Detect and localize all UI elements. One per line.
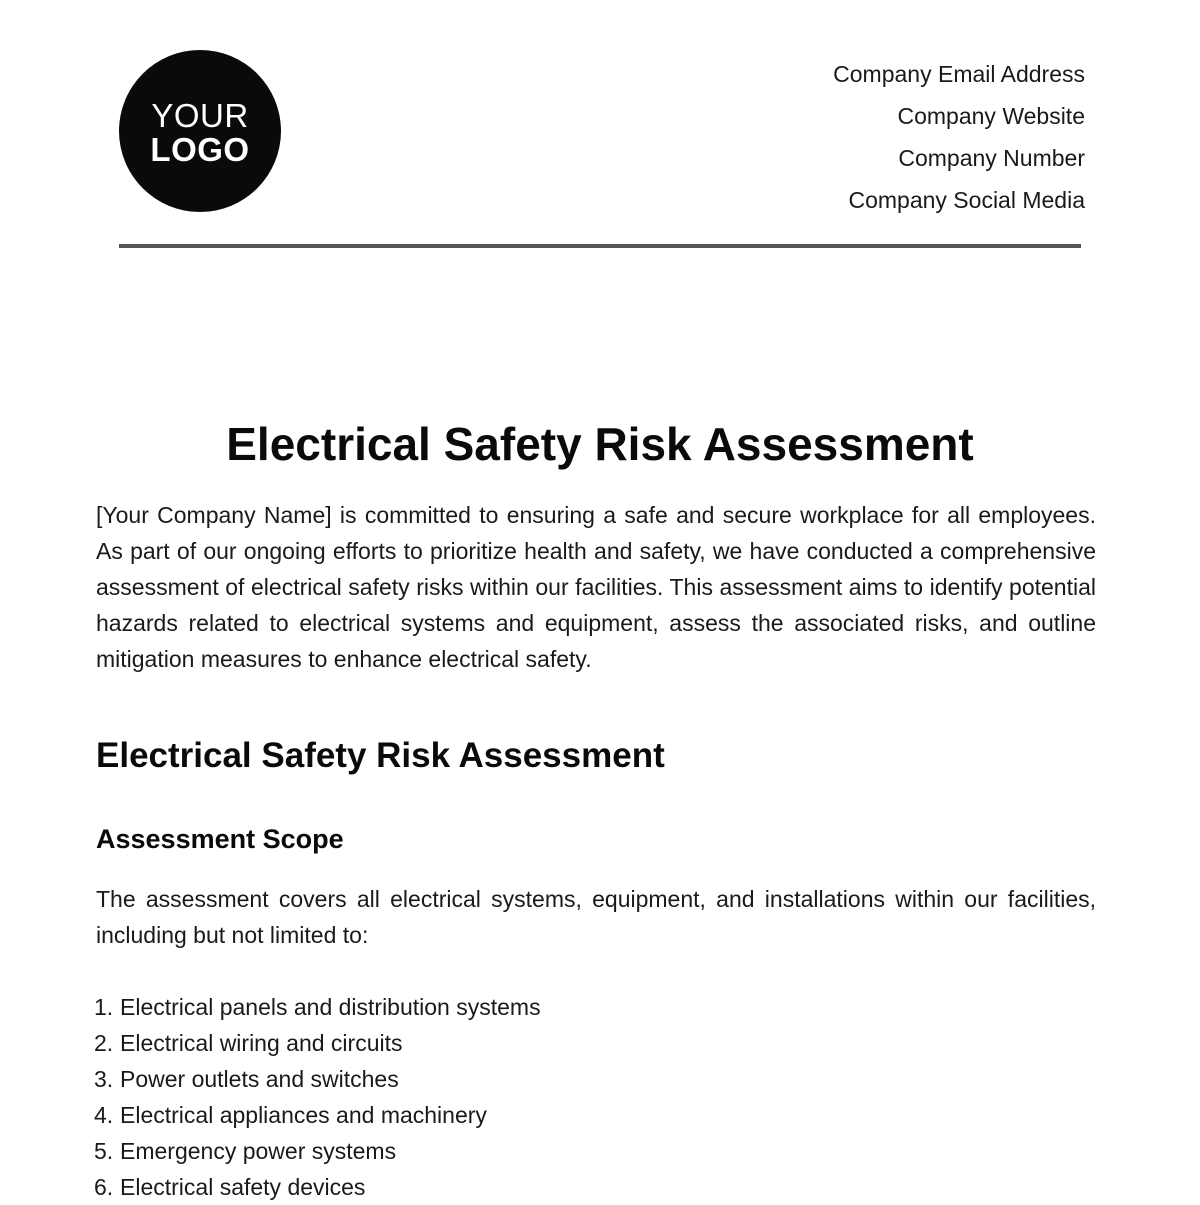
list-item <box>94 1097 541 1133</box>
header-divider <box>119 244 1081 248</box>
company-social-media: Company Social Media <box>848 187 1085 213</box>
company-email: Company Email Address <box>833 61 1085 87</box>
list-item-text: Electrical panels and distribution systems <box>120 994 541 1020</box>
list-item-number: 5. <box>94 1138 114 1164</box>
scope-list <box>94 989 541 1205</box>
list-item-text: Electrical appliances and machinery <box>120 1102 487 1128</box>
assessment-scope-heading: Assessment Scope <box>96 824 344 854</box>
list-item-number: 6. <box>94 1174 114 1200</box>
assessment-scope-text: The assessment covers all electrical systems, equipment, and installations within our facilities, including but not limited to: <box>96 886 1096 948</box>
list-item <box>94 1061 541 1097</box>
list-item-number: 3. <box>94 1066 114 1092</box>
list-item-number: 2. <box>94 1030 114 1056</box>
list-item-text: Electrical safety devices <box>120 1174 366 1200</box>
intro-paragraph: [Your Company Name] is committed to ensuring a safe and secure workplace for all employees. As part of our ongoing efforts to prioritize health and safety, we have conducted a comprehensive assessment of electrical safety risks within our facilities. This assessment aims to identify potential hazards related to electrical systems and equipment, assess the associated risks, and outline mitigation measures to enhance electrical safety. <box>96 502 1096 672</box>
list-item-number: 1. <box>94 994 114 1020</box>
list-item <box>94 1133 541 1169</box>
company-logo <box>119 50 281 212</box>
list-item-text: Power outlets and switches <box>120 1066 399 1092</box>
list-item <box>94 989 541 1025</box>
list-item <box>94 1025 541 1061</box>
list-item-text: Emergency power systems <box>120 1138 397 1164</box>
list-item-number: 4. <box>94 1102 114 1128</box>
company-website: Company Website <box>897 103 1085 129</box>
section-heading: Electrical Safety Risk Assessment <box>96 736 665 775</box>
company-number: Company Number <box>898 145 1085 171</box>
company-contact-block <box>833 53 1085 221</box>
document-title: Electrical Safety Risk Assessment <box>226 418 974 470</box>
list-item-text: Electrical wiring and circuits <box>120 1030 403 1056</box>
logo-text-your: YOUR <box>151 96 249 134</box>
logo-text-logo: LOGO <box>150 130 250 168</box>
